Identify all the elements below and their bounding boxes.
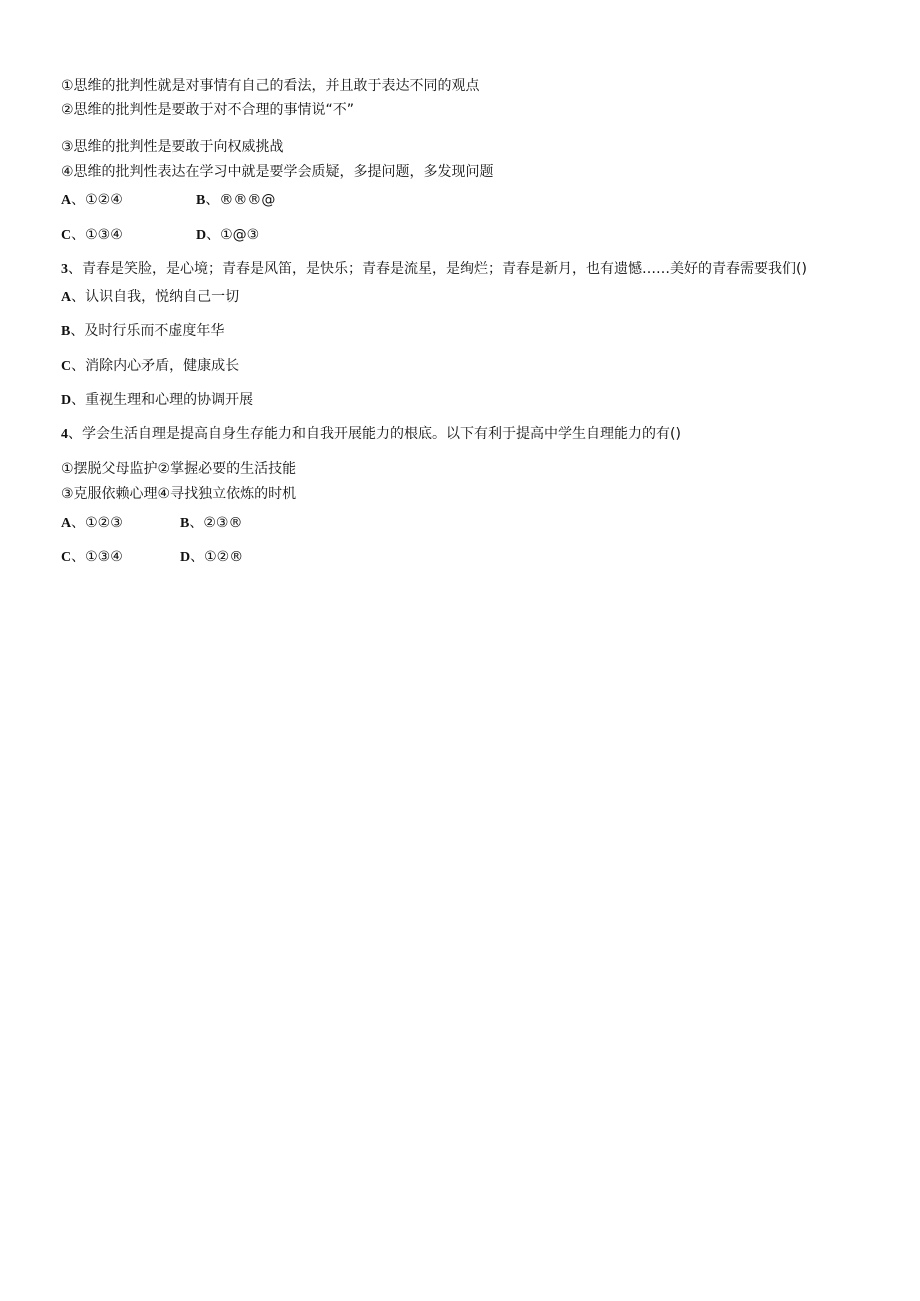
q4-options-row-1: [61, 514, 243, 533]
q3-option-a: A、认识自我，悦纳自己一切: [61, 289, 240, 305]
q3-number: 3: [61, 262, 68, 277]
q4-option-a: A、①②③: [61, 515, 123, 531]
q3-option-d: D、重视生理和心理的协调开展: [61, 392, 254, 408]
q2-option-d: D、①@③: [196, 227, 260, 243]
q4-stem: 4、学会生活自理是提高自身生存能力和自我开展能力的根底。以下有利于提高中学生自理能力的有(): [61, 426, 681, 442]
q2-statement-3: ③思维的批判性是要敢于向权威挑战: [61, 139, 284, 155]
q2-statement-2: ②思维的批判性是要敢于对不合理的事情说“不”: [61, 102, 355, 118]
q4-option-b: B、②③®: [180, 515, 243, 531]
q4-statements-1: ①摆脱父母监护②掌握必要的生活技能: [61, 461, 297, 477]
q4-option-d: D、①②®: [180, 549, 244, 565]
q4-options-row-2: [61, 548, 244, 567]
q2-options-row-1: [61, 191, 276, 210]
q4-option-c: C、①③④: [61, 549, 123, 565]
q2-statement-1: ①思维的批判性就是对事情有自己的看法，并且敢于表达不同的观点: [61, 78, 480, 94]
q4-statements-2: ③克服依赖心理④寻找独立依炼的时机: [61, 486, 297, 502]
q3-option-b: B、及时行乐而不虚度年华: [61, 323, 225, 339]
q3-stem: 3、青春是笑脸，是心境；青春是风笛，是快乐；青春是流星，是绚烂；青春是新月，也有遗憾……美好的青春需要我们(): [61, 261, 807, 277]
q3-option-c: C、消除内心矛盾，健康成长: [61, 358, 240, 374]
q2-option-c: C、①③④: [61, 227, 123, 243]
q4-number: 4: [61, 427, 68, 442]
q2-options-row-2: [61, 226, 260, 245]
q2-option-a: A、①②④: [61, 192, 123, 208]
q2-option-b: B、®®®@: [196, 192, 276, 208]
q2-statement-4: ④思维的批判性表达在学习中就是要学会质疑，多提问题，多发现问题: [61, 164, 494, 180]
